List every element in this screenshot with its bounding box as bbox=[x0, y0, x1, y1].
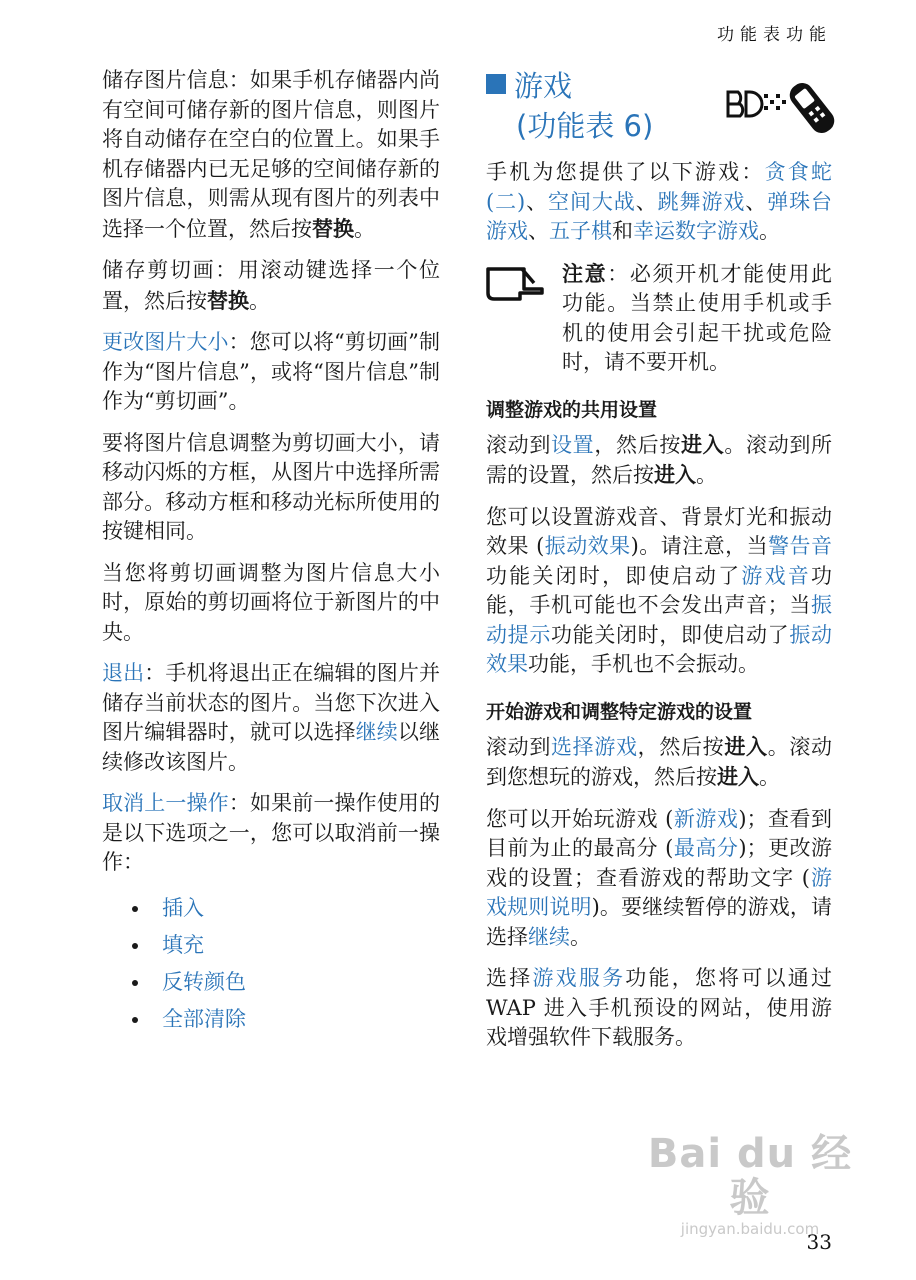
option-name: 更改图片大小 bbox=[102, 330, 229, 354]
paragraph-settings-details bbox=[486, 503, 832, 680]
option-name: 选择游戏 bbox=[551, 734, 638, 759]
text: )。要继续暂停的游戏，请选择 bbox=[486, 895, 832, 949]
text: 、 bbox=[745, 189, 768, 214]
text: 滚动到 bbox=[486, 432, 551, 457]
game-name: 弹珠台游戏 bbox=[486, 189, 833, 243]
note-label: 注意 bbox=[562, 260, 608, 286]
list-item: 插入 bbox=[130, 890, 440, 927]
list-item: 反转颜色 bbox=[130, 964, 440, 1001]
text: 。 bbox=[249, 288, 270, 313]
text: 。 bbox=[759, 219, 780, 243]
list-item: 填充 bbox=[130, 927, 440, 964]
text: 。 bbox=[354, 216, 375, 241]
text: 滚动到 bbox=[486, 734, 551, 759]
text: ：必须开机才能使用此功能。当禁止使用手机或手机的使用会引起干扰或危险时，请不要开机。 bbox=[562, 261, 833, 374]
option-name: 游戏规则说明 bbox=[486, 865, 832, 919]
undo-options-list bbox=[130, 890, 440, 1038]
subheading-common-settings: 调整游戏的共用设置 bbox=[486, 398, 658, 421]
game-controller-icon bbox=[724, 76, 836, 136]
page-number: 33 bbox=[806, 1230, 832, 1254]
paragraph-save-picture-message bbox=[102, 66, 440, 244]
option-name: 振动效果 bbox=[486, 622, 833, 676]
paragraph-save-clipart bbox=[102, 256, 440, 316]
section-title-text: 游戏 bbox=[514, 69, 573, 103]
left-column bbox=[102, 66, 440, 1038]
text: ：手机将退出正在编辑的图片并储存当前状态的图片。当您下次进入图片编辑器时，就可以选择 bbox=[102, 661, 441, 744]
option-name: 振动提示 bbox=[486, 593, 832, 647]
section-header bbox=[486, 66, 832, 152]
text: 功能关闭时，即使启动了 bbox=[551, 622, 790, 647]
baidu-watermark bbox=[640, 1132, 860, 1238]
bold-term: 进入 bbox=[724, 733, 768, 759]
text: 、 bbox=[525, 189, 549, 214]
note-block bbox=[486, 259, 832, 378]
paragraph-select-game bbox=[486, 732, 832, 793]
section-subtitle: (功能表 6) bbox=[516, 109, 654, 143]
text: 功能，手机也不会振动。 bbox=[528, 652, 759, 676]
option-name: 退出 bbox=[102, 661, 145, 685]
right-column bbox=[486, 66, 832, 1065]
text: )；更改游戏的设置；查看游戏的帮助文字 ( bbox=[486, 836, 832, 890]
text: 。 bbox=[570, 924, 591, 949]
option-name: 新游戏 bbox=[673, 806, 739, 831]
text: 、 bbox=[635, 189, 658, 214]
text: ，然后按 bbox=[637, 734, 725, 759]
text: 您可以设置游戏音、背景灯光和振动效果 ( bbox=[486, 504, 832, 558]
option-name: 游戏音 bbox=[741, 563, 812, 588]
paragraph-exit bbox=[102, 659, 440, 777]
text: 手机为您提供了以下游戏： bbox=[486, 160, 765, 184]
note-hand-icon bbox=[486, 263, 544, 303]
text: 功能关闭时，即使启动了 bbox=[486, 563, 742, 588]
option-name: 继续 bbox=[355, 720, 398, 744]
note-text bbox=[562, 259, 832, 378]
text: 功能，手机可能也不会发出声音；当 bbox=[486, 563, 833, 617]
text: 以继续修改该图片。 bbox=[102, 720, 441, 774]
text: 功能，您将可以通过 WAP 进入手机预设的网站，使用游戏增强软件下载服务。 bbox=[486, 966, 833, 1049]
text: )；查看到目前为止的最高分 ( bbox=[486, 806, 832, 860]
game-name: 五子棋 bbox=[549, 219, 612, 243]
option-name: 最高分 bbox=[673, 836, 739, 860]
watermark-url: jingyan.baidu.com bbox=[680, 1220, 820, 1238]
square-bullet-icon bbox=[486, 74, 506, 94]
option-name: 警告音 bbox=[768, 534, 833, 558]
text: 。 bbox=[759, 765, 780, 789]
text: 、 bbox=[528, 219, 549, 243]
paragraph-game-services bbox=[486, 964, 832, 1053]
bold-term: 替换 bbox=[207, 287, 249, 313]
paragraph-resize-picture bbox=[102, 328, 440, 417]
text: 储存剪切画：用滚动键选择一个位置，然后按 bbox=[102, 258, 440, 313]
bold-term: 替换 bbox=[312, 215, 354, 241]
text: 。 bbox=[696, 463, 717, 487]
text: ：如果前一操作使用的是以下选项之一，您可以取消前一操作： bbox=[102, 791, 441, 874]
text: 选择 bbox=[486, 966, 533, 990]
game-name: 跳舞游戏 bbox=[657, 189, 746, 214]
option-name: 游戏服务 bbox=[532, 966, 626, 990]
text: 。滚动到您想玩的游戏，然后按 bbox=[486, 734, 833, 789]
paragraph-undo bbox=[102, 789, 440, 878]
paragraph-game-options bbox=[486, 805, 832, 953]
option-name: 继续 bbox=[528, 924, 570, 949]
bold-term: 进入 bbox=[717, 764, 759, 789]
game-name: 贪食蛇 (二) bbox=[486, 160, 833, 214]
text: 您可以开始玩游戏 ( bbox=[486, 806, 674, 831]
text: 和 bbox=[612, 219, 633, 243]
list-item: 全部清除 bbox=[130, 1001, 440, 1038]
text: ：您可以将“剪切画”制作为“图片信息”，或将“图片信息”制作为“剪切画”。 bbox=[102, 330, 440, 413]
watermark-logo: Bai du 经验 bbox=[647, 1131, 853, 1221]
game-name: 空间大战 bbox=[548, 189, 636, 214]
game-name: 幸运数字游戏 bbox=[633, 219, 759, 243]
paragraph-resize-to-message: 当您将剪切画调整为图片信息大小时，原始的剪切画将位于新图片的中央。 bbox=[102, 560, 440, 644]
bold-term: 进入 bbox=[654, 462, 696, 487]
paragraph-settings-steps bbox=[486, 430, 832, 491]
text: ，然后按 bbox=[594, 432, 682, 457]
text: )。请注意，当 bbox=[630, 534, 769, 558]
option-name: 取消上一操作 bbox=[102, 791, 229, 815]
running-header: 功能表功能 bbox=[717, 25, 832, 45]
option-name: 设置 bbox=[551, 432, 595, 457]
option-name: 振动效果 bbox=[544, 534, 631, 558]
bold-term: 进入 bbox=[681, 431, 725, 457]
paragraph-resize-to-clipart: 要将图片信息调整为剪切画大小，请移动闪烁的方框，从图片中选择所需部分。移动方框和移动光标所使用的按键相同。 bbox=[102, 430, 440, 543]
text: 。滚动到所需的设置，然后按 bbox=[486, 432, 833, 487]
text: 储存图片信息：如果手机存储器内尚有空间可储存新的图片信息，则图片将自动储存在空白的位置上。如果手机存储器内已无足够的空间储存新的图片信息，则需从现有图片的列表中选择一个位置，然后按 bbox=[102, 68, 440, 241]
subheading-start-game: 开始游戏和调整特定游戏的设置 bbox=[486, 700, 753, 723]
paragraph-games-intro bbox=[486, 158, 832, 247]
